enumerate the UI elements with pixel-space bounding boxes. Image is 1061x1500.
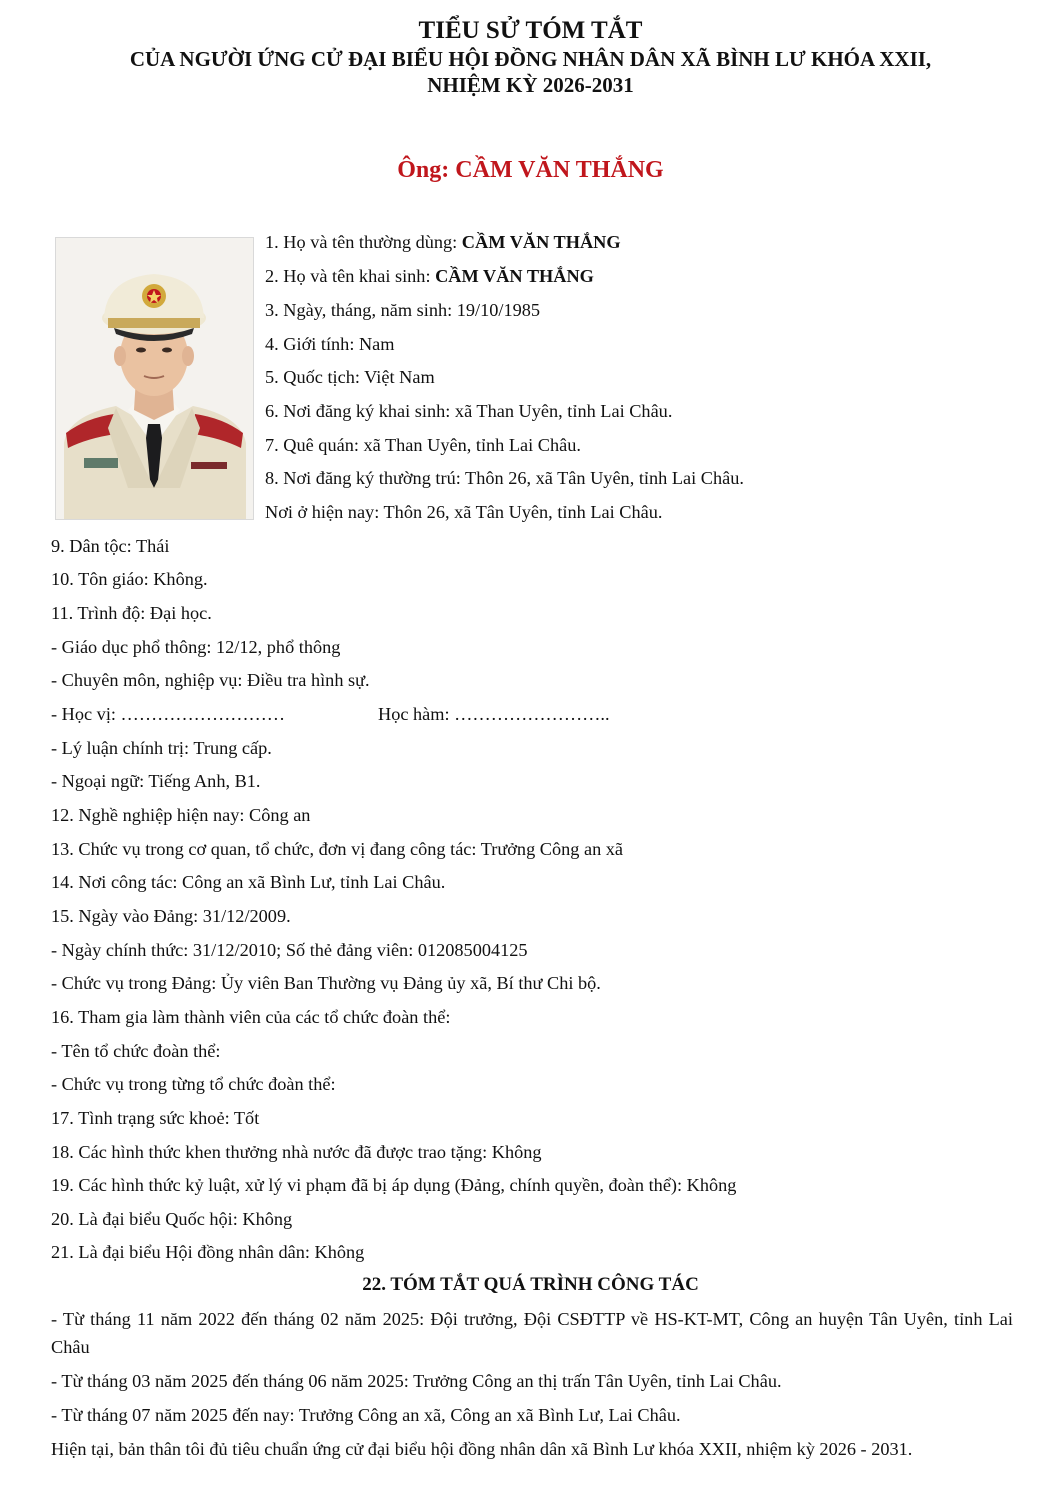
work-history-item-1: - Từ tháng 11 năm 2022 đến tháng 02 năm 2025: Đội trưởng, Đội CSĐTTP về HS-KT-MT, Công an huyện Tân Uyên, tỉnh Lai Châu [51, 1309, 1013, 1357]
field-occupation: 12. Nghề nghiệp hiện nay: Công an [51, 805, 311, 825]
field-value: CẦM VĂN THẮNG [461, 232, 621, 252]
field-hometown: 7. Quê quán: xã Than Uyên, tỉnh Lai Châu. [265, 435, 581, 455]
field-national-assembly: 20. Là đại biểu Quốc hội: Không [51, 1209, 293, 1229]
field-peoples-council: 21. Là đại biểu Hội đồng nhân dân: Không [51, 1242, 365, 1262]
candidate-portrait-photo [55, 237, 254, 520]
field-education-level: 11. Trình độ: Đại học. [51, 603, 212, 623]
document-title: TIỂU SỬ TÓM TẮT [418, 17, 643, 44]
field-academic-degree: - Học vị: ……………………… [51, 704, 286, 724]
field-party-position: - Chức vụ trong Đảng: Ủy viên Ban Thường vụ Đảng ủy xã, Bí thư Chi bộ. [51, 973, 601, 993]
document-subtitle-1: CỦA NGƯỜI ỨNG CỬ ĐẠI BIỂU HỘI ĐỒNG NHÂN DÂN XÃ BÌNH LƯ KHÓA XXII, [129, 47, 932, 71]
field-foreign-language: - Ngoại ngữ: Tiếng Anh, B1. [51, 771, 261, 791]
field-specialization: - Chuyên môn, nghiệp vụ: Điều tra hình sự. [51, 670, 370, 690]
work-history-item-2: - Từ tháng 03 năm 2025 đến tháng 06 năm 2025: Trưởng Công an thị trấn Tân Uyên, tỉnh Lai Châu. [51, 1371, 782, 1391]
field-label: 2. Họ và tên khai sinh: [265, 266, 436, 286]
field-organizations: 16. Tham gia làm thành viên của các tổ chức đoàn thể: [51, 1007, 451, 1027]
closing-statement: Hiện tại, bản thân tôi đủ tiêu chuẩn ứng cử đại biểu hội đồng nhân dân xã Bình Lư khóa XXII, nhiệm kỳ 2026 - 2031. [51, 1439, 913, 1459]
field-organization-position: - Chức vụ trong từng tổ chức đoàn thể: [51, 1074, 336, 1094]
field-permanent-residence: 8. Nơi đăng ký thường trú: Thôn 26, xã Tân Uyên, tỉnh Lai Châu. [265, 468, 744, 488]
field-current-residence: Nơi ở hiện nay: Thôn 26, xã Tân Uyên, tỉnh Lai Châu. [265, 502, 663, 522]
field-position: 13. Chức vụ trong cơ quan, tổ chức, đơn vị đang công tác: Trưởng Công an xã [51, 839, 624, 859]
field-party-official-date: - Ngày chính thức: 31/12/2010; Số thẻ đảng viên: 012085004125 [51, 940, 528, 960]
field-organization-name: - Tên tổ chức đoàn thể: [51, 1041, 221, 1061]
field-academic-title: Học hàm: …………………….. [378, 704, 610, 724]
field-gender: 4. Giới tính: Nam [265, 334, 395, 354]
field-workplace: 14. Nơi công tác: Công an xã Bình Lư, tỉnh Lai Châu. [51, 872, 446, 892]
field-value: CẦM VĂN THẮNG [435, 266, 594, 286]
work-history-item-3: - Từ tháng 07 năm 2025 đến nay: Trưởng Công an xã, Công an xã Bình Lư, Lai Châu. [51, 1405, 681, 1425]
field-ethnicity: 9. Dân tộc: Thái [51, 536, 170, 556]
field-health: 17. Tình trạng sức khoẻ: Tốt [51, 1108, 260, 1128]
field-birth-name [265, 264, 594, 288]
field-party-join-date: 15. Ngày vào Đảng: 31/12/2009. [51, 906, 291, 926]
field-label: 1. Họ và tên thường dùng: [265, 232, 462, 252]
field-religion: 10. Tôn giáo: Không. [51, 569, 208, 589]
field-awards: 18. Các hình thức khen thưởng nhà nước đã được trao tặng: Không [51, 1142, 542, 1162]
field-discipline: 19. Các hình thức kỷ luật, xử lý vi phạm đã bị áp dụng (Đảng, chính quyền, đoàn thể): Không [51, 1175, 737, 1195]
candidate-name-title: Ông: CẦM VĂN THẮNG [397, 157, 664, 183]
field-nationality: 5. Quốc tịch: Việt Nam [265, 367, 435, 387]
field-common-name [265, 230, 621, 254]
document-header [0, 16, 1061, 98]
document-subtitle-2: NHIỆM KỲ 2026-2031 [427, 73, 634, 97]
field-birth-registration: 6. Nơi đăng ký khai sinh: xã Than Uyên, tỉnh Lai Châu. [265, 401, 673, 421]
field-political-theory: - Lý luận chính trị: Trung cấp. [51, 738, 272, 758]
work-history-heading: 22. TÓM TẮT QUÁ TRÌNH CÔNG TÁC [362, 1274, 699, 1295]
field-general-education: - Giáo dục phổ thông: 12/12, phổ thông [51, 637, 341, 657]
field-birth-date: 3. Ngày, tháng, năm sinh: 19/10/1985 [265, 300, 541, 320]
